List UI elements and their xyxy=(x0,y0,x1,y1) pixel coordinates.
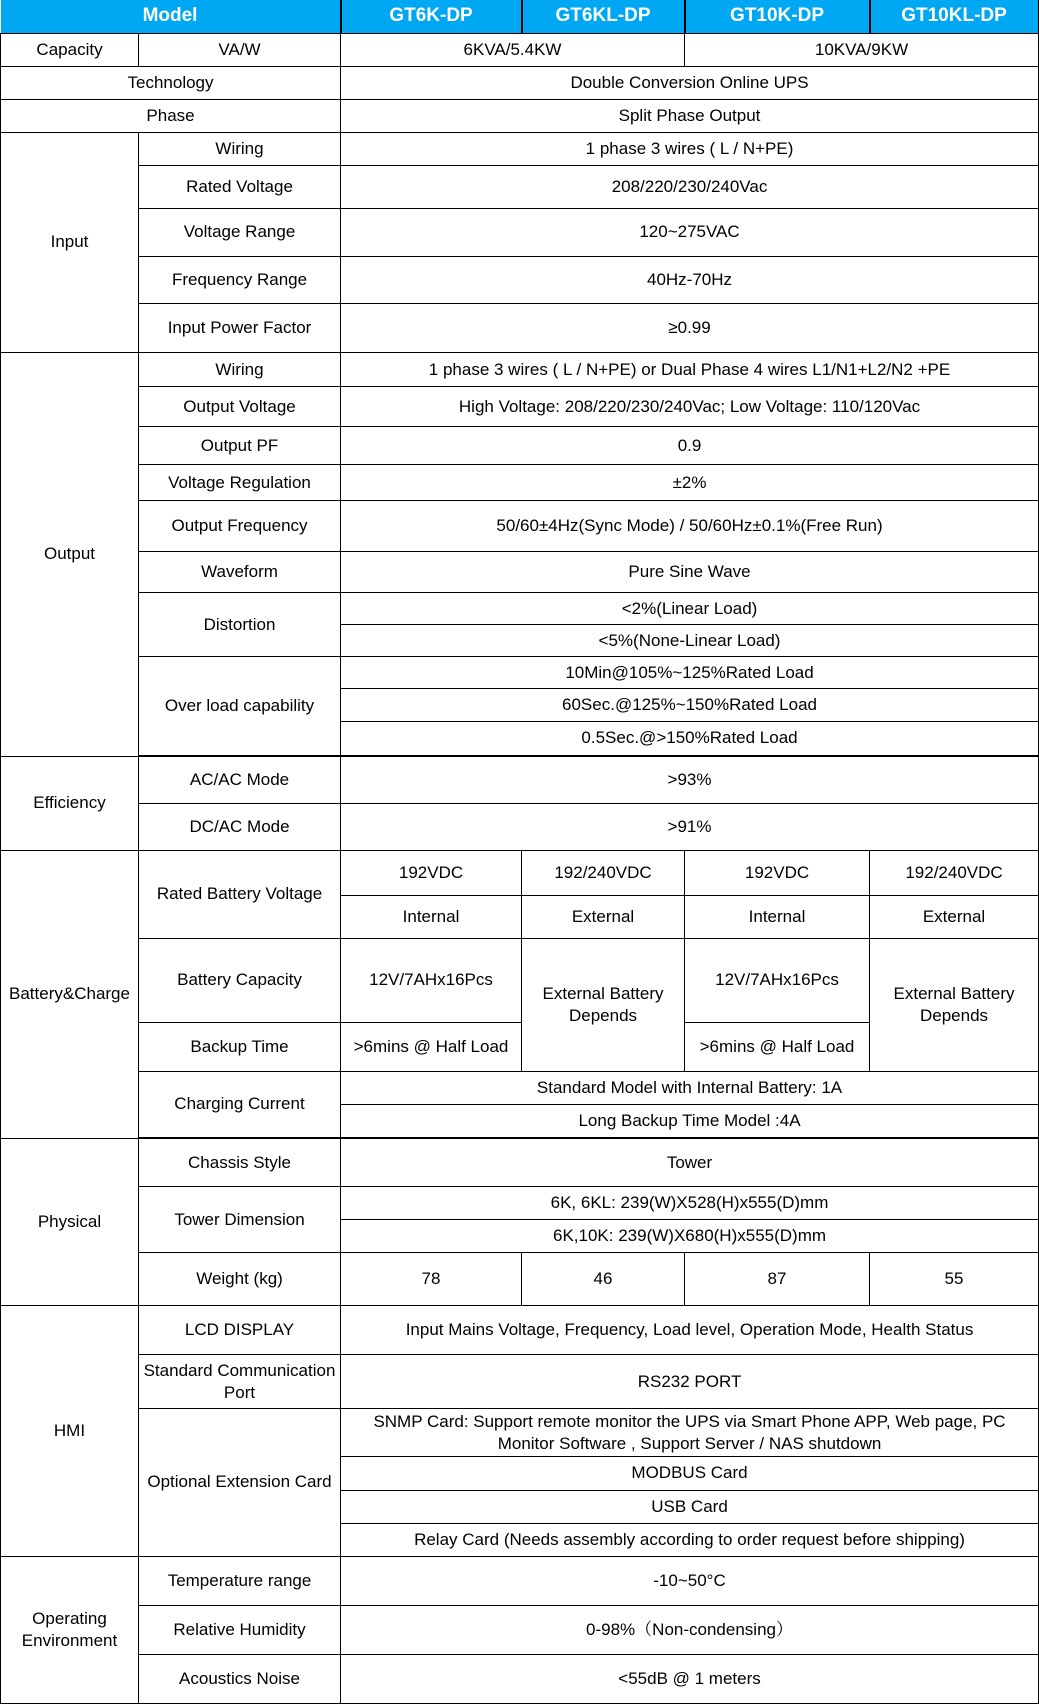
hmi-ext-modbus: MODBUS Card xyxy=(341,1457,1039,1490)
output-voltage-value: High Voltage: 208/220/230/240Vac; Low Voltage: 110/120Vac xyxy=(341,387,1039,427)
battery-capacity-gt6kl: External Battery Depends xyxy=(522,938,685,1071)
env-noise-row xyxy=(1,1654,1039,1703)
battery-charging-label: Charging Current xyxy=(139,1071,341,1137)
env-humidity-label: Relative Humidity xyxy=(139,1605,341,1654)
battery-backup-label: Backup Time xyxy=(139,1022,341,1071)
technology-label: Technology xyxy=(1,66,341,99)
battery-voltage-gt10k: 192VDC xyxy=(685,850,870,895)
battery-location-gt6k: Internal xyxy=(341,895,522,938)
output-frequency-value: 50/60±4Hz(Sync Mode) / 50/60Hz±0.1%(Free Run) xyxy=(341,501,1039,552)
output-distortion-label: Distortion xyxy=(139,593,341,657)
input-power-factor-label: Input Power Factor xyxy=(139,303,341,352)
hmi-group-label: HMI xyxy=(1,1306,139,1556)
input-frequency-range-value: 40Hz-70Hz xyxy=(341,256,1039,303)
capacity-row xyxy=(1,33,1039,66)
env-humidity-value: 0-98%（Non-condensing） xyxy=(341,1605,1039,1654)
physical-chassis-row xyxy=(1,1139,1039,1187)
capacity-6k: 6KVA/5.4KW xyxy=(341,33,685,66)
input-group-label: Input xyxy=(1,132,139,352)
env-group-label: Operating Environment xyxy=(1,1556,139,1703)
hmi-ext-relay: Relay Card (Needs assembly according to order request before shipping) xyxy=(341,1523,1039,1556)
output-overload-value-3: 0.5Sec.@>150%Rated Load xyxy=(341,722,1039,755)
efficiency-acac-label: AC/AC Mode xyxy=(139,756,341,803)
efficiency-dcac-value: >91% xyxy=(341,803,1039,850)
hmi-comm-value: RS232 PORT xyxy=(341,1355,1039,1409)
output-overload-row xyxy=(1,657,1039,689)
hmi-ext-snmp: SNMP Card: Support remote monitor the UPS via Smart Phone APP, Web page, PC Monitor Software , Support Server / NAS shutdown xyxy=(341,1409,1039,1457)
input-frequency-range-label: Frequency Range xyxy=(139,256,341,303)
input-power-factor-row xyxy=(1,303,1039,352)
output-wiring-label: Wiring xyxy=(139,352,341,386)
input-rated-voltage-label: Rated Voltage xyxy=(139,165,341,208)
technology-row xyxy=(1,66,1039,99)
input-voltage-range-value: 120~275VAC xyxy=(341,208,1039,256)
output-pf-value: 0.9 xyxy=(341,427,1039,465)
input-voltage-range-label: Voltage Range xyxy=(139,208,341,256)
hmi-ext-usb: USB Card xyxy=(341,1490,1039,1523)
hmi-lcd-label: LCD DISPLAY xyxy=(139,1306,341,1355)
technology-value: Double Conversion Online UPS xyxy=(341,66,1039,99)
header-model-gt10k: GT10K-DP xyxy=(685,0,870,33)
physical-group-label: Physical xyxy=(1,1139,139,1306)
input-wiring-label: Wiring xyxy=(139,132,341,165)
physical-weight-gt10kl: 55 xyxy=(870,1253,1039,1306)
efficiency-group-label: Efficiency xyxy=(1,756,139,850)
physical-weight-row xyxy=(1,1253,1039,1306)
capacity-unit: VA/W xyxy=(139,33,341,66)
battery-backup-gt10k: >6mins @ Half Load xyxy=(685,1022,870,1071)
battery-voltage-gt10kl: 192/240VDC xyxy=(870,850,1039,895)
env-temperature-value: -10~50°C xyxy=(341,1556,1039,1605)
output-pf-label: Output PF xyxy=(139,427,341,465)
hmi-comm-row xyxy=(1,1355,1039,1409)
physical-weight-gt6kl: 46 xyxy=(522,1253,685,1306)
input-wiring-row xyxy=(1,132,1039,165)
phase-label: Phase xyxy=(1,99,341,132)
env-temperature-row xyxy=(1,1556,1039,1605)
input-rated-voltage-value: 208/220/230/240Vac xyxy=(341,165,1039,208)
battery-capacity-gt10kl: External Battery Depends xyxy=(870,938,1039,1071)
physical-dimension-6k: 6K, 6KL: 239(W)X528(H)x555(D)mm xyxy=(341,1187,1039,1220)
output-overload-value-1: 10Min@105%~125%Rated Load xyxy=(341,657,1039,689)
header-row xyxy=(1,0,1039,33)
env-humidity-row xyxy=(1,1605,1039,1654)
hmi-lcd-row xyxy=(1,1306,1039,1355)
output-distortion-linear: <2%(Linear Load) xyxy=(341,593,1039,625)
physical-weight-gt6k: 78 xyxy=(341,1253,522,1306)
output-distortion-row xyxy=(1,593,1039,625)
header-model-gt6kl: GT6KL-DP xyxy=(522,0,685,33)
battery-charging-standard: Standard Model with Internal Battery: 1A xyxy=(341,1071,1039,1104)
battery-charging-long: Long Backup Time Model :4A xyxy=(341,1104,1039,1137)
input-frequency-range-row xyxy=(1,256,1039,303)
battery-voltage-gt6kl: 192/240VDC xyxy=(522,850,685,895)
output-waveform-value: Pure Sine Wave xyxy=(341,552,1039,593)
capacity-10k: 10KVA/9KW xyxy=(685,33,1039,66)
hmi-ext-label: Optional Extension Card xyxy=(139,1409,341,1556)
output-pf-row xyxy=(1,427,1039,465)
physical-chassis-value: Tower xyxy=(341,1139,1039,1187)
output-group-label: Output xyxy=(1,352,139,756)
battery-voltage-label: Rated Battery Voltage xyxy=(139,850,341,938)
output-regulation-row xyxy=(1,465,1039,501)
battery-location-gt10k: Internal xyxy=(685,895,870,938)
battery-location-gt6kl: External xyxy=(522,895,685,938)
battery-capacity-gt10k: 12V/7AHx16Pcs xyxy=(685,938,870,1022)
input-wiring-value: 1 phase 3 wires ( L / N+PE) xyxy=(341,132,1039,165)
battery-location-gt10kl: External xyxy=(870,895,1039,938)
input-voltage-range-row xyxy=(1,208,1039,256)
battery-voltage-row xyxy=(1,850,1039,895)
output-waveform-label: Waveform xyxy=(139,552,341,593)
output-voltage-row xyxy=(1,387,1039,427)
header-model: Model xyxy=(1,0,341,33)
physical-dimension-label: Tower Dimension xyxy=(139,1187,341,1253)
efficiency-acac-value: >93% xyxy=(341,756,1039,803)
physical-dimension-10k: 6K,10K: 239(W)X680(H)x555(D)mm xyxy=(341,1220,1039,1253)
battery-capacity-label: Battery Capacity xyxy=(139,938,341,1022)
output-wiring-value: 1 phase 3 wires ( L / N+PE) or Dual Phase 4 wires L1/N1+L2/N2 +PE xyxy=(341,352,1039,386)
efficiency-acac-row xyxy=(1,756,1039,803)
battery-backup-gt6k: >6mins @ Half Load xyxy=(341,1022,522,1071)
battery-voltage-gt6k: 192VDC xyxy=(341,850,522,895)
output-voltage-label: Output Voltage xyxy=(139,387,341,427)
input-power-factor-value: ≥0.99 xyxy=(341,303,1039,352)
phase-value: Split Phase Output xyxy=(341,99,1039,132)
physical-weight-gt10k: 87 xyxy=(685,1253,870,1306)
output-regulation-label: Voltage Regulation xyxy=(139,465,341,501)
capacity-label: Capacity xyxy=(1,33,139,66)
env-temperature-label: Temperature range xyxy=(139,1556,341,1605)
header-model-gt10kl: GT10KL-DP xyxy=(870,0,1039,33)
output-frequency-row xyxy=(1,501,1039,552)
phase-row xyxy=(1,99,1039,132)
battery-group-label: Battery&Charge xyxy=(1,850,139,1138)
input-rated-voltage-row xyxy=(1,165,1039,208)
output-regulation-value: ±2% xyxy=(341,465,1039,501)
output-overload-label: Over load capability xyxy=(139,657,341,755)
output-waveform-row xyxy=(1,552,1039,593)
output-wiring-row xyxy=(1,352,1039,386)
env-noise-label: Acoustics Noise xyxy=(139,1654,341,1703)
output-frequency-label: Output Frequency xyxy=(139,501,341,552)
efficiency-dcac-label: DC/AC Mode xyxy=(139,803,341,850)
battery-charging-row xyxy=(1,1071,1039,1104)
hmi-snmp-row xyxy=(1,1409,1039,1457)
battery-capacity-gt6k: 12V/7AHx16Pcs xyxy=(341,938,522,1022)
battery-capacity-row xyxy=(1,938,1039,1022)
hmi-comm-label: Standard Communication Port xyxy=(139,1355,341,1409)
output-overload-value-2: 60Sec.@125%~150%Rated Load xyxy=(341,689,1039,722)
physical-chassis-label: Chassis Style xyxy=(139,1139,341,1187)
env-noise-value: <55dB @ 1 meters xyxy=(341,1654,1039,1703)
physical-dimension-row xyxy=(1,1187,1039,1220)
physical-weight-label: Weight (kg) xyxy=(139,1253,341,1306)
hmi-lcd-value: Input Mains Voltage, Frequency, Load level, Operation Mode, Health Status xyxy=(341,1306,1039,1355)
efficiency-dcac-row xyxy=(1,803,1039,850)
output-distortion-nonlinear: <5%(None-Linear Load) xyxy=(341,625,1039,657)
header-model-gt6k: GT6K-DP xyxy=(341,0,522,33)
